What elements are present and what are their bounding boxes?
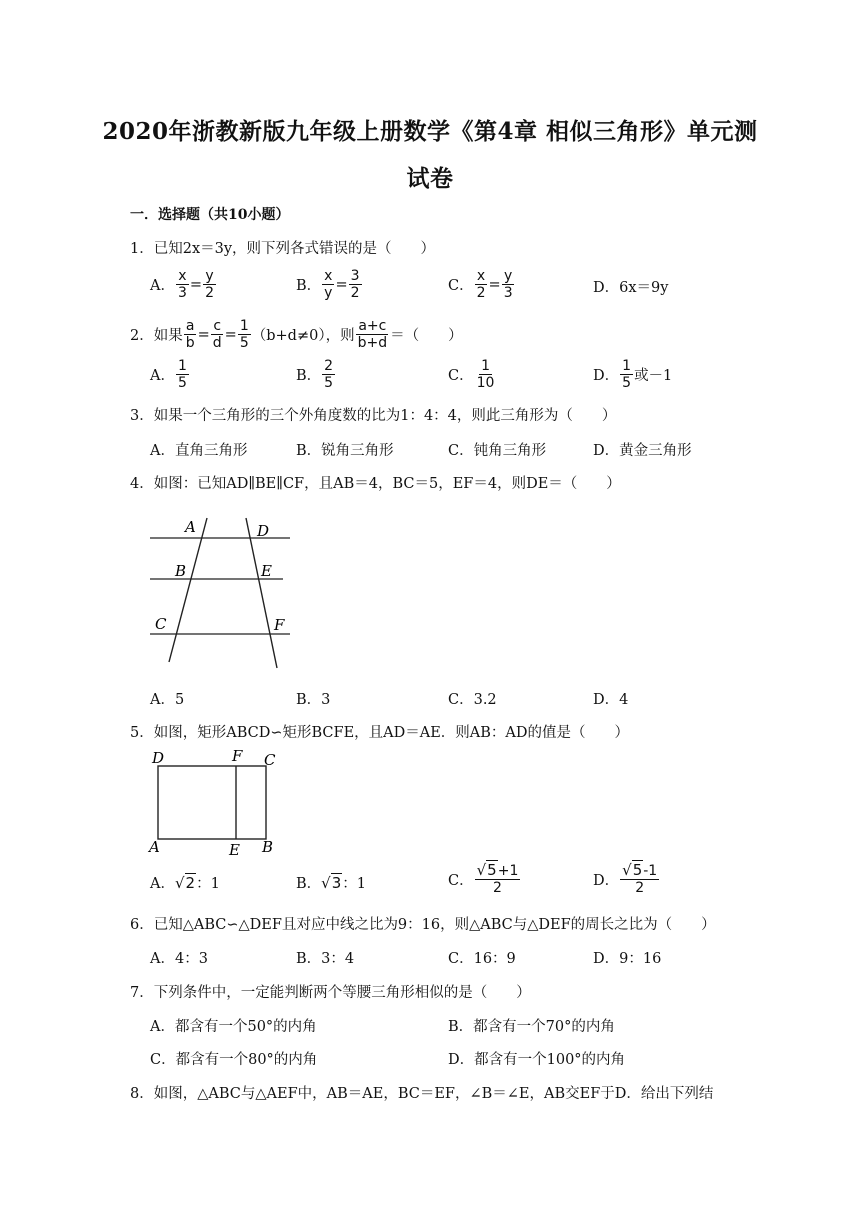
label-d: D (152, 749, 165, 767)
exam-title-line1: 2020年浙教新版九年级上册数学《第4章 相似三角形》单元测 (102, 118, 758, 145)
q7-option-b[interactable]: B．都含有一个70°的内角 (448, 1019, 615, 1035)
q5-option-b[interactable]: B． √3 ：1 (296, 873, 366, 892)
label-b: B (262, 838, 274, 856)
q7-option-c[interactable]: C．都含有一个80°的内角 (150, 1052, 318, 1068)
q5-option-a[interactable]: A． √2 ：1 (150, 873, 220, 892)
q2-option-a[interactable]: A． $\frac{1}{5}$ (150, 358, 187, 391)
fraction: $\frac{√5-1}{2}$ (622, 861, 658, 896)
q3-option-c[interactable]: C．钝角三角形 (448, 443, 547, 459)
q1-option-c[interactable]: C． $\frac{x}{2}$ = $\frac{y}{3}$ (448, 268, 513, 301)
label-b: B (175, 562, 187, 580)
sqrt: √2 (174, 873, 196, 892)
label-e: E (229, 841, 240, 858)
label-c: C (264, 751, 276, 769)
fraction: $\frac{3}{2}$ (350, 268, 360, 301)
q7-option-d[interactable]: D．都含有一个100°的内角 (448, 1052, 626, 1068)
fraction: $\frac{y}{2}$ (205, 268, 214, 301)
sqrt: √3 (321, 873, 342, 892)
fraction: $\frac{a}{b}$ (185, 318, 195, 351)
label-f: F (274, 616, 285, 634)
fraction: $\frac{1}{10}$ (476, 358, 495, 391)
fraction: $\frac{x}{2}$ (476, 268, 486, 301)
question-7-stem: 7．下列条件中，一定能判断两个等腰三角形相似的是（ ） (130, 985, 531, 1001)
fraction: $\frac{1}{5}$ (177, 358, 187, 391)
q6-option-c[interactable]: C．16：9 (448, 951, 516, 967)
q3-option-b[interactable]: B．锐角三角形 (296, 443, 394, 459)
label-d: D (257, 522, 270, 540)
option-label: B． (296, 278, 322, 294)
q4-option-a[interactable]: A．5 (150, 692, 185, 708)
fraction: $\frac{1}{5}$ (239, 318, 249, 351)
fraction: $\frac{1}{5}$ (622, 358, 632, 391)
question-2-stem: 2．如果 $\frac{a}{b}$ = $\frac{c}{d}$ = $\frac{1}{5}$ （b+d≠0），则 $\frac{a+c}{b+d}$ ＝（ ） (130, 318, 463, 351)
q4-option-b[interactable]: B．3 (296, 692, 331, 708)
fraction: $\frac{a+c}{b+d}$ (357, 318, 388, 351)
label-c: C (155, 615, 167, 633)
fraction: $\frac{x}{y}$ (324, 268, 333, 301)
q6-option-a[interactable]: A．4：3 (150, 951, 208, 967)
question-1-stem: 1．已知2x＝3y，则下列各式错误的是（ ） (130, 241, 436, 257)
question-6-stem: 6．已知△ABC∽△DEF且对应中线之比为9：16，则△ABC与△DEF的周长之比为（ ） (130, 917, 716, 933)
question-3-stem: 3．如果一个三角形的三个外角度数的比为1：4：4，则此三角形为（ ） (130, 408, 617, 424)
q5-option-c[interactable]: C． $\frac{√5+1}{2}$ (448, 861, 519, 896)
line-def (246, 518, 277, 668)
line-abc (169, 518, 207, 662)
q3-option-d[interactable]: D．黄金三角形 (593, 443, 692, 459)
fraction: $\frac{√5+1}{2}$ (476, 861, 519, 896)
q4-option-c[interactable]: C．3.2 (448, 692, 497, 708)
question-5-stem: 5．如图，矩形ABCD∽矩形BCFE，且AD＝AE．则AB：AD的值是（ ） (130, 725, 630, 741)
question-4-stem: 4．如图：已知AD∥BE∥CF，且AB＝4，BC＝5，EF＝4，则DE＝（ ） (130, 476, 621, 492)
option-label: C． (448, 278, 474, 294)
label-a: A (149, 838, 160, 856)
q4-option-d[interactable]: D．4 (593, 692, 629, 708)
section-heading: 一．选择题（共10小题） (130, 207, 290, 223)
q2-option-b[interactable]: B． $\frac{2}{5}$ (296, 358, 334, 391)
label-a: A (185, 518, 196, 536)
exam-title-line2: 试卷 (406, 165, 454, 192)
parallel-lines-figure (145, 510, 295, 670)
label-e: E (261, 562, 272, 580)
q7-option-a[interactable]: A．都含有一个50°的内角 (150, 1019, 317, 1035)
q5-option-d[interactable]: D． $\frac{√5-1}{2}$ (593, 861, 658, 896)
question-8-stem: 8．如图，△ABC与△AEF中，AB＝AE，BC＝EF，∠B＝∠E，AB交EF于D．给出下列结 (130, 1086, 714, 1102)
q1-option-d[interactable]: D．6x＝9y (593, 280, 669, 296)
label-f: F (232, 748, 243, 765)
fraction: $\frac{2}{5}$ (324, 358, 334, 391)
option-label: A． (150, 278, 175, 294)
rect-abcd (158, 766, 266, 839)
q1-option-b[interactable]: B． $\frac{x}{y}$ = $\frac{3}{2}$ (296, 268, 360, 301)
q6-option-d[interactable]: D．9：16 (593, 951, 662, 967)
rectangle-figure (145, 748, 285, 858)
q6-option-b[interactable]: B．3：4 (296, 951, 355, 967)
q2-option-d[interactable]: D． $\frac{1}{5}$ 或－1 (593, 358, 673, 391)
fraction: $\frac{x}{3}$ (177, 268, 187, 301)
fraction: $\frac{c}{d}$ (212, 318, 222, 351)
q3-option-a[interactable]: A．直角三角形 (150, 443, 248, 459)
q1-option-a[interactable]: A． $\frac{x}{3}$ = $\frac{y}{2}$ (150, 268, 214, 301)
fraction: $\frac{y}{3}$ (503, 268, 513, 301)
q2-option-c[interactable]: C． $\frac{1}{10}$ (448, 358, 495, 391)
